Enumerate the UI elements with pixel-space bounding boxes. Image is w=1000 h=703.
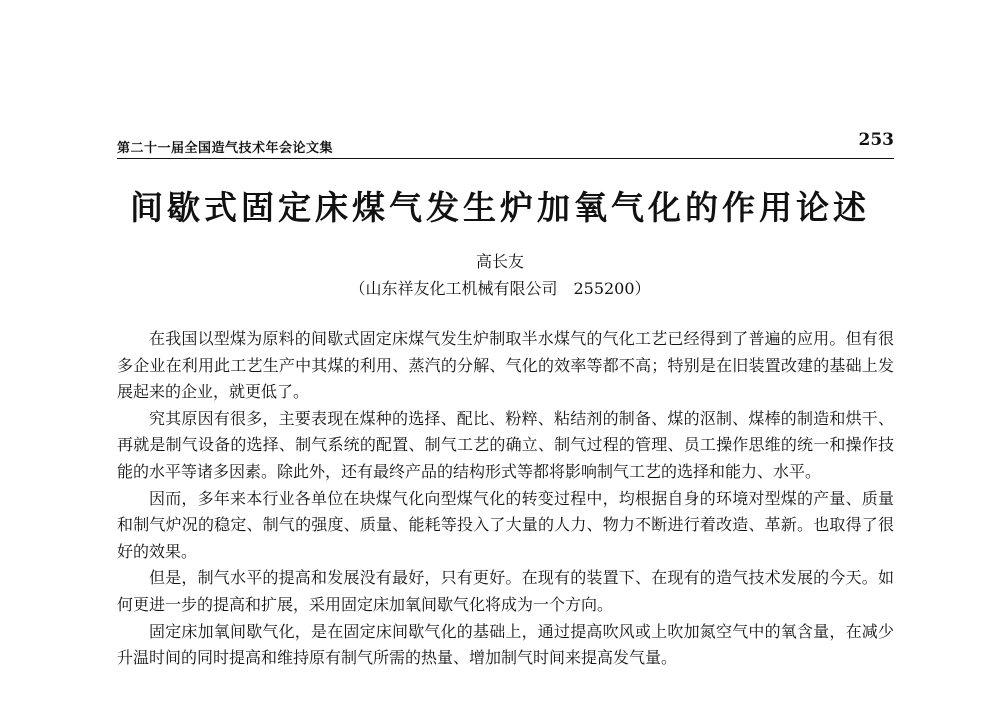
page-number: 253 — [858, 130, 894, 150]
author-name: 高长友 — [475, 252, 524, 271]
paragraph-2: 究其原因有很多，主要表现在煤种的选择、配比、粉粹、粘结剂的制备、煤的沤制、煤棒的制造和烘干、再就是制气设备的选择、制气系统的配置、制气工艺的确立、制气过程的管理、员工操作思维的统一和操作技能的水平等诸多因素。除此外，还有最终产品的结构形式等都将影响制气工艺的选择和能力、水平。 — [117, 408, 894, 481]
paper-title: 间歇式固定床煤气发生炉加氧气化的作用论述 — [130, 188, 870, 227]
paragraph-5: 固定床加氧间歇气化，是在固定床间歇气化的基础上，通过提高吹风或上吹加氮空气中的氧含量，在减少升温时间的同时提高和维持原有制气所需的热量、增加制气时间来提高发气量。 — [117, 621, 894, 668]
running-title: 第二十一届全国造气技术年会论文集 — [117, 141, 334, 156]
paragraph-3: 因而，多年来本行业各单位在块煤气化向型煤气化的转变过程中，均根据自身的环境对型煤的产量、质量和制气炉况的稳定、制气的强度、质量、能耗等投入了大量的人力、物力不断进行着改造、革新。也取得了很好的效果。 — [117, 488, 894, 561]
running-header — [117, 128, 894, 159]
paragraph-1: 在我国以型煤为原料的间歇式固定床煤气发生炉制取半水煤气的气化工艺已经得到了普遍的应用。但有很多企业在利用此工艺生产中其煤的利用、蒸汽的分解、气化的效率等都不高；特别是在旧装置改建的基础上发展起来的企业，就更低了。 — [117, 329, 894, 402]
paragraph-4: 但是，制气水平的提高和发展没有最好，只有更好。在现有的装置下、在现有的造气技术发展的今天。如何更进一步的提高和扩展，采用固定床加氧间歇气化将成为一个方向。 — [117, 568, 894, 614]
author-affiliation: （山东祥友化工机械有限公司 255200） — [349, 279, 651, 298]
body-text — [117, 326, 894, 672]
